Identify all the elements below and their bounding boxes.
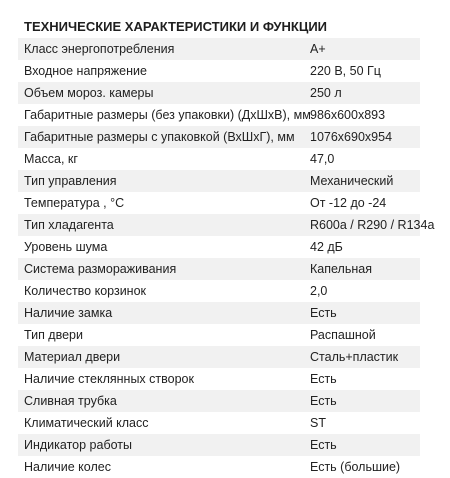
table-row (18, 192, 420, 214)
spec-name: Наличие колес (18, 456, 303, 478)
spec-value: 986x600x893 (303, 104, 420, 126)
spec-name: Количество корзинок (18, 280, 303, 302)
table-row (18, 434, 420, 456)
spec-value: A+ (303, 38, 420, 60)
section-title: ТЕХНИЧЕСКИЕ ХАРАКТЕРИСТИКИ И ФУНКЦИИ (24, 19, 328, 34)
spec-value: 250 л (303, 82, 420, 104)
table-row (18, 60, 420, 82)
spec-name: Сливная трубка (18, 390, 303, 412)
spec-value: От -12 до -24 (303, 192, 420, 214)
spec-name: Тип двери (18, 324, 303, 346)
table-row (18, 368, 420, 390)
table-row (18, 214, 420, 236)
table-row (18, 236, 420, 258)
spec-value: Есть (большие) (303, 456, 420, 478)
spec-name: Материал двери (18, 346, 303, 368)
spec-value: Капельная (303, 258, 420, 280)
spec-value: Механический (303, 170, 420, 192)
spec-name: Климатический класс (18, 412, 303, 434)
spec-value: Есть (303, 434, 420, 456)
spec-name: Индикатор работы (18, 434, 303, 456)
spec-name: Наличие замка (18, 302, 303, 324)
spec-name: Класс энергопотребления (18, 38, 303, 60)
table-row (18, 412, 420, 434)
spec-value: Есть (303, 390, 420, 412)
spec-value: 1076x690x954 (303, 126, 420, 148)
table-row (18, 346, 420, 368)
table-row (18, 38, 420, 60)
spec-table (18, 38, 435, 478)
spec-table-body (18, 38, 435, 478)
spec-value: 47,0 (303, 148, 420, 170)
spec-value: Есть (303, 368, 420, 390)
table-row (18, 302, 420, 324)
spec-value: 2,0 (303, 280, 420, 302)
table-row (18, 82, 420, 104)
table-row (18, 104, 420, 126)
spec-name: Уровень шума (18, 236, 303, 258)
spec-name: Тип хладагента (18, 214, 303, 236)
table-row (18, 258, 420, 280)
spec-value: Сталь+пластик (303, 346, 420, 368)
spec-value: Распашной (303, 324, 420, 346)
spec-name: Масса, кг (18, 148, 303, 170)
table-row (18, 170, 420, 192)
spec-name: Наличие стеклянных створок (18, 368, 303, 390)
spec-name: Тип управления (18, 170, 303, 192)
table-row (18, 390, 420, 412)
table-row (18, 126, 420, 148)
table-row (18, 324, 420, 346)
table-row (18, 148, 420, 170)
table-row (18, 280, 420, 302)
table-row (18, 456, 420, 478)
spec-name: Входное напряжение (18, 60, 303, 82)
spec-name: Температура , °C (18, 192, 303, 214)
spec-value: R600a / R290 / R134a (303, 214, 420, 236)
spec-name: Габаритные размеры с упаковкой (ВхШхГ), мм (18, 126, 303, 148)
spec-value: 42 дБ (303, 236, 420, 258)
spec-value: 220 В, 50 Гц (303, 60, 420, 82)
spec-name: Габаритные размеры (без упаковки) (ДхШхВ), мм (18, 104, 303, 126)
spec-name: Объем мороз. камеры (18, 82, 303, 104)
spec-name: Система размораживания (18, 258, 303, 280)
spec-value: ST (303, 412, 420, 434)
spec-value: Есть (303, 302, 420, 324)
